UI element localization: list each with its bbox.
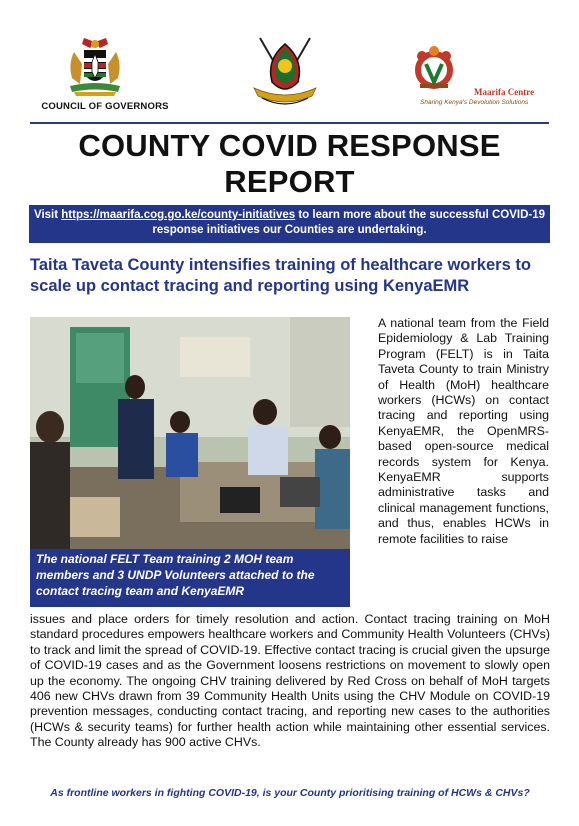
banner-suffix: to learn more about the successful COVID-19 response initiatives our Counties are undertaking. (152, 209, 546, 236)
maarifa-tagline: Sharing Kenya's Devolution Solutions (420, 99, 529, 106)
county-initiatives-link[interactable]: https://maarifa.cog.go.ke/county-initiatives (61, 209, 296, 221)
logo-row (0, 0, 579, 120)
article-photo (30, 317, 350, 607)
cog-coat-of-arms-icon (60, 34, 130, 98)
cog-caption: COUNCIL OF GOVERNORS (41, 101, 169, 112)
article-body-text: issues and place orders for timely resolution and action. Contact tracing training on MoH standard procedures empowers healthcare workers and Community Health Volunteers (CHVs) to track and limit the spread of COVID-19. Effective contact tracing is crucial given the upsurge of COVID-19 cases and as the Government loosens restrictions on movement to slowly open up the economy. The ongoing CHV training delivered by Red Cross on behalf of MoH targets 406 new CHVs drawn from 39 Community Health Units using the CHV Module on COVID-19 prevention messages, conducting contact tracing, and reporting new cases to the authorities (HCWs & security teams) for further health action while maintaining other essential services. The County already has 900 active CHVs. (30, 612, 550, 750)
closing-question: As frontline workers in fighting COVID-19, is your County prioritising training of HCWs & CHVs? (50, 787, 530, 799)
county-shield-icon (252, 36, 318, 110)
article-side-text: A national team from the Field Epidemiology & Lab Training Program (FELT) is in Taita Taveta County to train Ministry of Health (MoH) healthcare workers (HCWs) on contact tracing and reporting using KenyaEMR, the OpenMRS-based open-source medical records system for Kenya. KenyaEMR supports administrative tasks and clinical management functions, and thus, enables HCWs in remote facilities to raise (378, 316, 549, 546)
article-headline: Taita Taveta County intensifies training of healthcare workers to scale up contact tracing and reporting using KenyaEMR (30, 256, 531, 295)
info-banner (29, 205, 550, 243)
header-divider (30, 122, 549, 124)
report-title: COUNTY COVID RESPONSE REPORT (78, 128, 501, 199)
maarifa-name: Maarifa Centre (474, 87, 535, 97)
photo-caption: The national FELT Team training 2 MOH team members and 3 UNDP Volunteers attached to the contact tracing team and KenyaEMR (30, 549, 350, 607)
banner-prefix: Visit (33, 209, 62, 221)
